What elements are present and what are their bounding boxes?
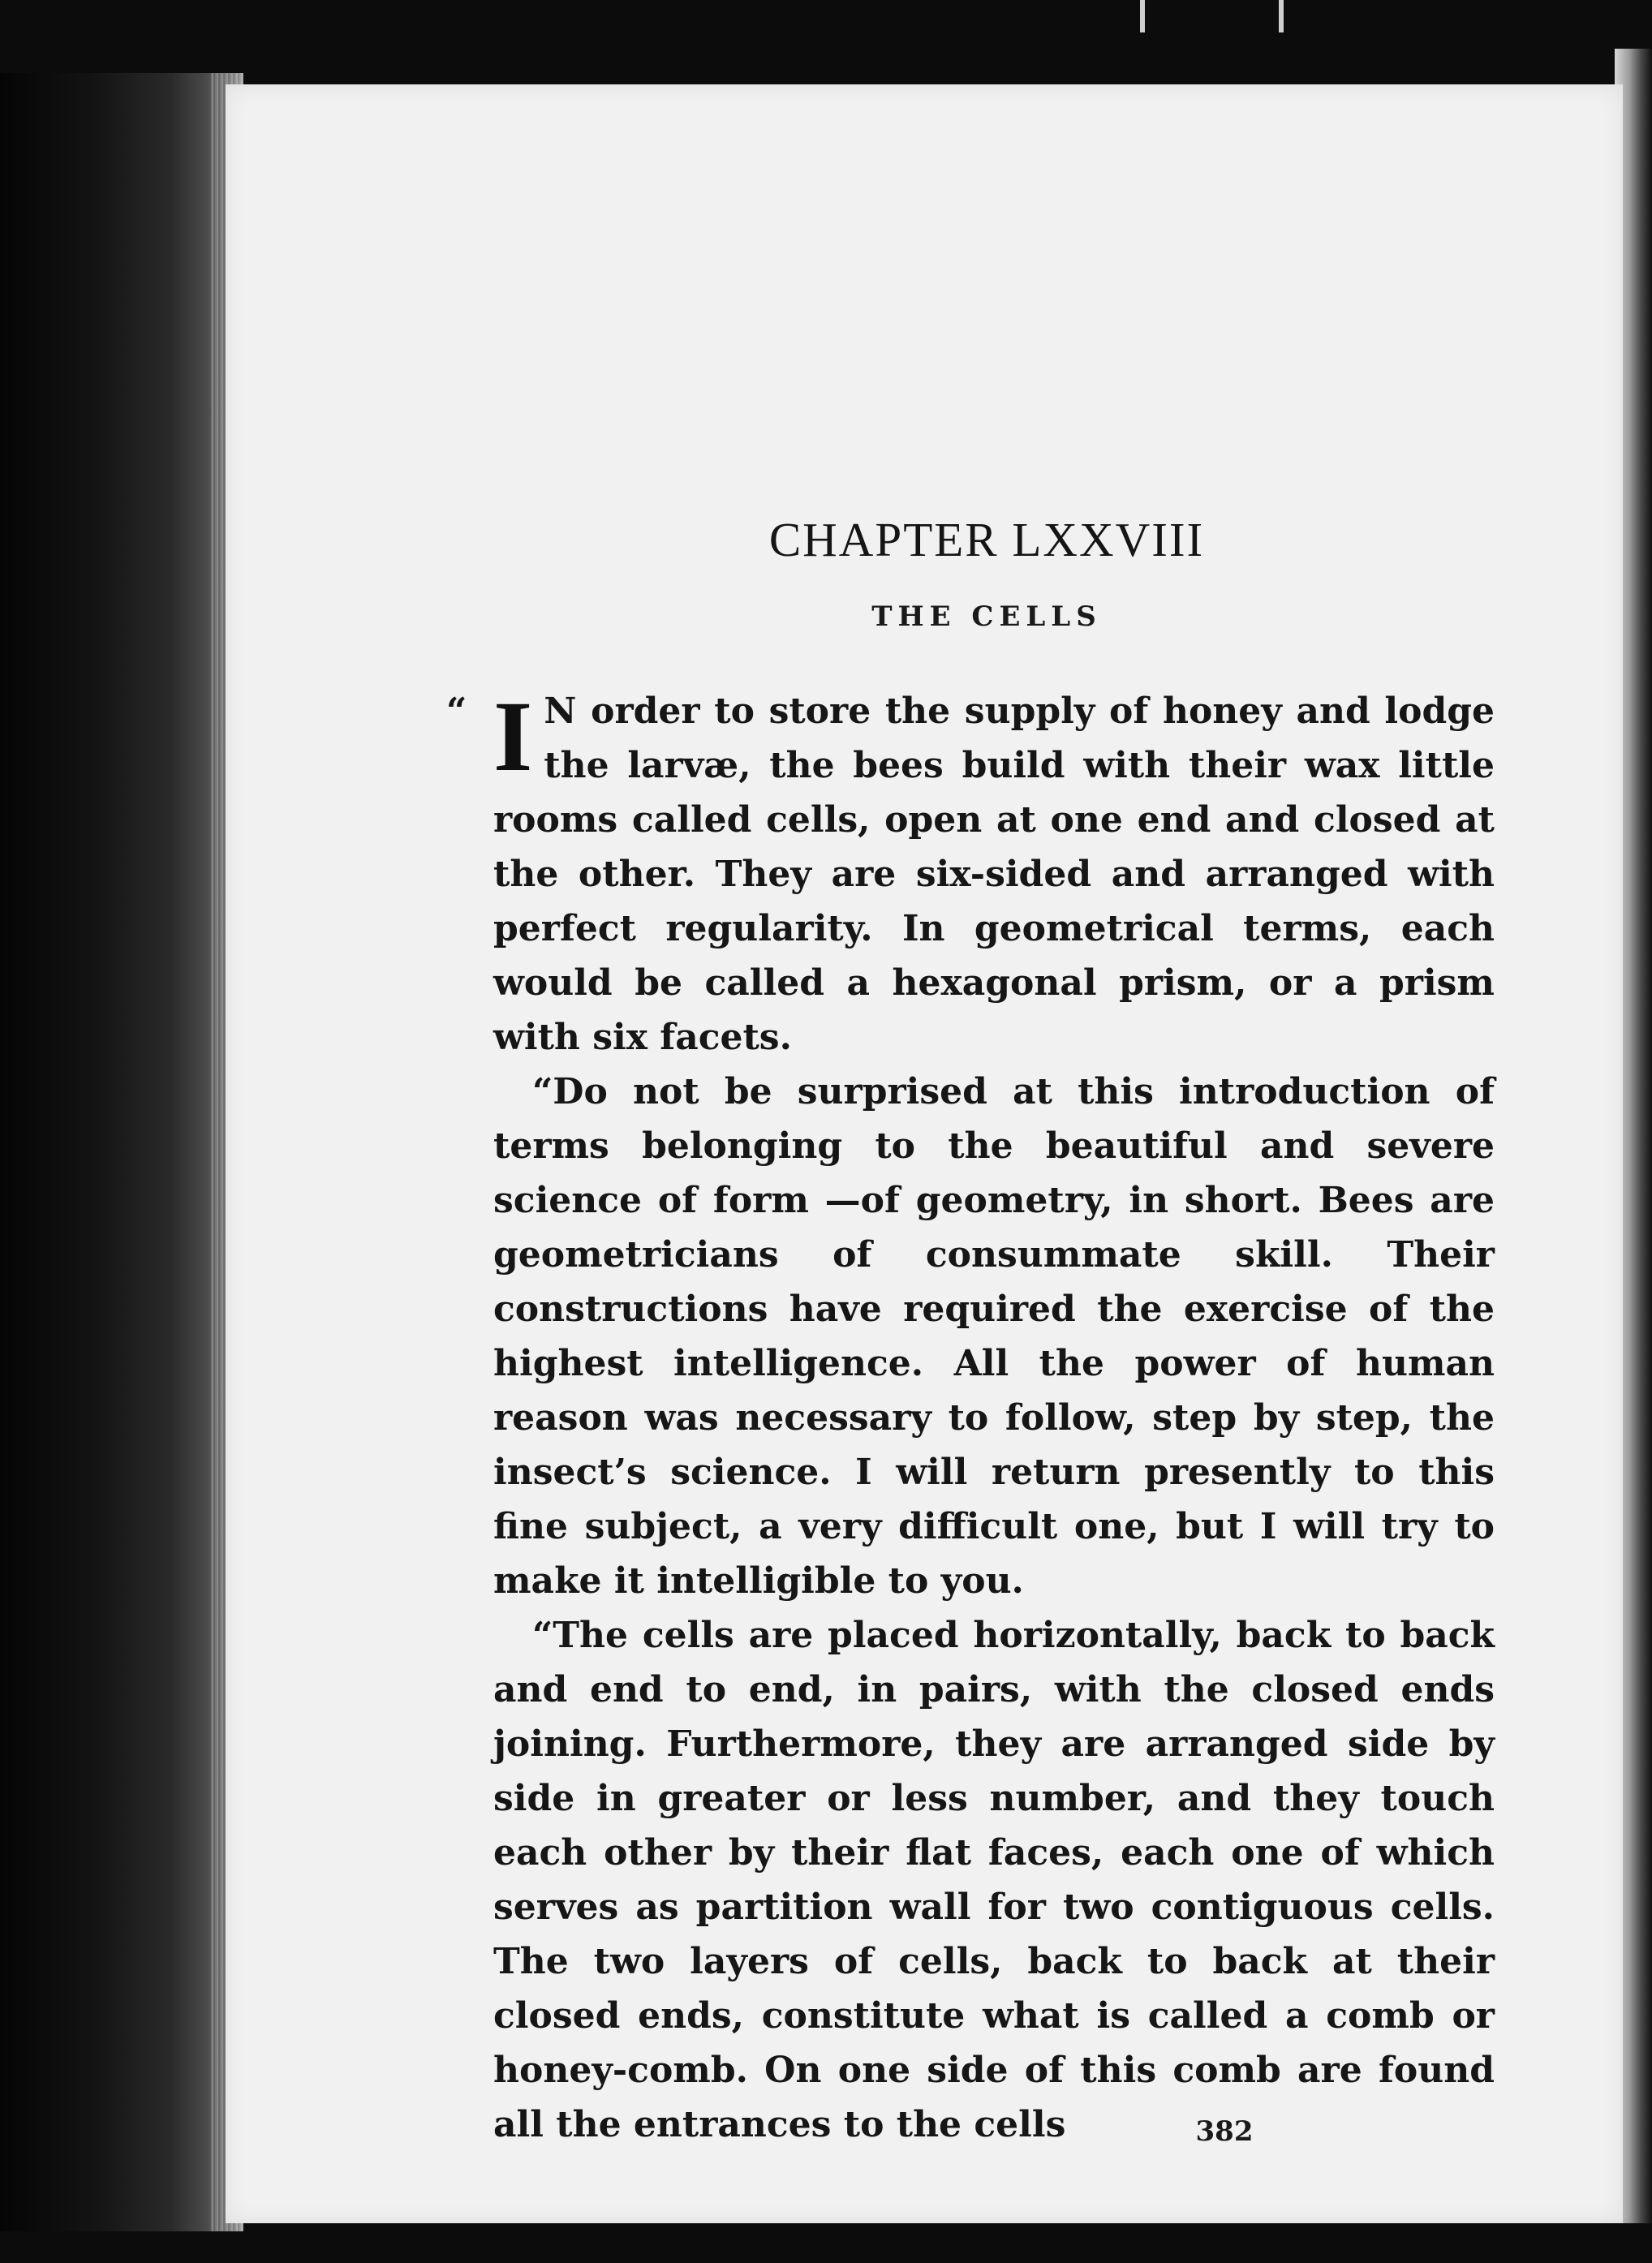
paragraph: “Do not be surprised at this introduction of terms belonging to the beautiful and severe science of form —of geometry, in short. Bees are geometricians of consummate skill. Their constructions have required the exercise of the highest intelligence. All the power of human reason was necessary to follow, step by step, the insect’s science. I will return presently to this fine subject, a very difficult one, but I will try to make it intelligible to you.	[493, 1071, 1495, 1602]
section-title: THE CELLS	[871, 600, 1102, 633]
book-spine-edge	[0, 73, 243, 2231]
chapter-text	[446, 681, 1495, 2152]
opening-quote-mark: “	[446, 691, 467, 732]
scan-artifact	[1140, 0, 1145, 32]
paragraph: “The cells are placed horizontally, back to back and end to end, in pairs, with the closed ends joining. Furthermore, they are arranged side by side in greater or less number, and they touch each other by their flat faces, each one of which serves as partition wall for two contiguous cells. The two layers of cells, back to back at their closed ends, constitute what is called a comb or honey-comb. On one side of this comb are found all the entrances to the cells	[493, 1615, 1495, 2145]
page-number: 382	[1195, 2115, 1254, 2148]
chapter-heading: CHAPTER LXXVIII	[768, 513, 1205, 566]
scan-artifact	[1279, 0, 1284, 32]
drop-cap: I	[493, 681, 533, 792]
paragraph	[446, 681, 1495, 1065]
paragraph-text: N order to store the supply of honey and lodge the larvæ, the bees build with their wax little rooms called cells, open at one end and closed at the other. They are six-sided and arranged with perfect regularity. In geometrical terms, each would be called a hexagonal prism, or a prism with six facets.	[493, 691, 1495, 1058]
